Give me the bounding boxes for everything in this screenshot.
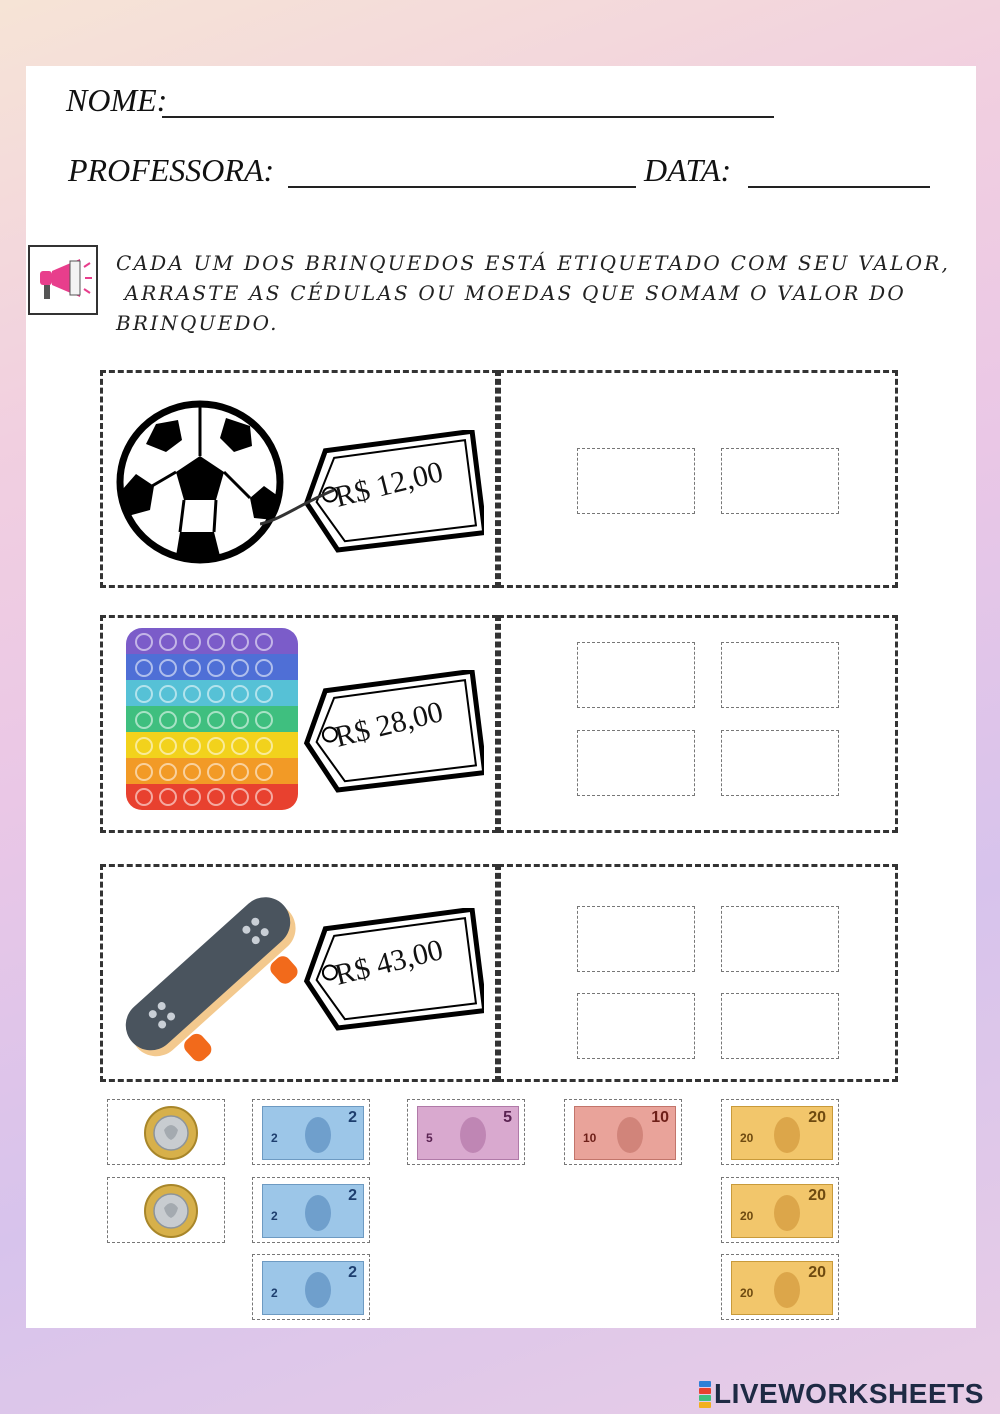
note-value: 2 bbox=[348, 1264, 357, 1281]
note-value: 2 bbox=[348, 1187, 357, 1204]
liveworksheets-brand bbox=[696, 1378, 984, 1410]
instruction-line-2: ARRASTE AS CÉDULAS OU MOEDAS QUE SOMAM O VALOR DO bbox=[116, 281, 906, 305]
nome-label: NOME: bbox=[66, 82, 168, 118]
price-label-soccer-ball: R$ 12,00 bbox=[331, 455, 447, 514]
note-20-reais-icon bbox=[731, 1261, 833, 1315]
price-tag-skateboard bbox=[302, 908, 482, 1023]
note-value: 2 bbox=[348, 1109, 357, 1126]
note-value: 20 bbox=[808, 1264, 826, 1281]
money-note-20-reais[interactable] bbox=[721, 1177, 839, 1243]
money-note-5-reais[interactable] bbox=[407, 1099, 525, 1165]
drop-slot[interactable] bbox=[721, 906, 839, 972]
price-label-pop-it: R$ 28,00 bbox=[331, 695, 447, 754]
skateboard-icon bbox=[112, 876, 308, 1081]
note-10-reais-icon bbox=[574, 1106, 676, 1160]
note-value-small: 10 bbox=[583, 1131, 597, 1145]
money-note-2-reais[interactable] bbox=[252, 1099, 370, 1165]
note-value: 20 bbox=[808, 1109, 826, 1126]
money-coin-1-real[interactable] bbox=[107, 1177, 225, 1243]
note-2-reais-icon bbox=[262, 1106, 364, 1160]
data-label: DATA: bbox=[644, 152, 732, 188]
note-value-small: 20 bbox=[740, 1209, 754, 1223]
drop-slot[interactable] bbox=[577, 448, 695, 514]
instruction-line-1: CADA UM DOS BRINQUEDOS ESTÁ ETIQUETADO COM SEU VALOR, bbox=[116, 251, 951, 275]
tag-string bbox=[260, 480, 340, 530]
note-value-small: 2 bbox=[271, 1209, 278, 1223]
money-note-2-reais[interactable] bbox=[252, 1254, 370, 1320]
drop-slot[interactable] bbox=[721, 993, 839, 1059]
note-2-reais-icon bbox=[262, 1261, 364, 1315]
soccer-ball-icon bbox=[116, 400, 284, 569]
money-note-2-reais[interactable] bbox=[252, 1177, 370, 1243]
pop-it-icon bbox=[126, 628, 298, 815]
money-coin-1-real[interactable] bbox=[107, 1099, 225, 1165]
megaphone-icon[interactable] bbox=[28, 245, 98, 315]
instruction-line-3: BRINQUEDO. bbox=[116, 311, 279, 335]
note-value: 20 bbox=[808, 1187, 826, 1204]
data-line[interactable] bbox=[748, 186, 930, 188]
note-value-small: 2 bbox=[271, 1131, 278, 1145]
instruction-text bbox=[116, 248, 956, 338]
professora-label: PROFESSORA: bbox=[68, 152, 275, 188]
price-label-skateboard: R$ 43,00 bbox=[331, 933, 447, 992]
money-note-10-reais[interactable] bbox=[564, 1099, 682, 1165]
note-20-reais-icon bbox=[731, 1106, 833, 1160]
drop-slot[interactable] bbox=[577, 993, 695, 1059]
note-2-reais-icon bbox=[262, 1184, 364, 1238]
note-value-small: 5 bbox=[426, 1131, 433, 1145]
drop-slot[interactable] bbox=[577, 642, 695, 708]
money-note-20-reais[interactable] bbox=[721, 1254, 839, 1320]
professora-line[interactable] bbox=[288, 186, 636, 188]
money-note-20-reais[interactable] bbox=[721, 1099, 839, 1165]
note-value-small: 20 bbox=[740, 1131, 754, 1145]
coin-1-real-icon bbox=[108, 1178, 222, 1240]
drop-slot[interactable] bbox=[577, 730, 695, 796]
price-tag-pop-it bbox=[302, 670, 482, 785]
note-value: 5 bbox=[503, 1109, 512, 1126]
brand-text: LIVEWORKSHEETS bbox=[714, 1378, 984, 1409]
note-5-reais-icon bbox=[417, 1106, 519, 1160]
drop-slot[interactable] bbox=[721, 642, 839, 708]
drop-slot[interactable] bbox=[721, 730, 839, 796]
coin-1-real-icon bbox=[108, 1100, 222, 1162]
note-value: 10 bbox=[651, 1109, 669, 1126]
note-value-small: 20 bbox=[740, 1286, 754, 1300]
drop-slot[interactable] bbox=[721, 448, 839, 514]
note-value-small: 2 bbox=[271, 1286, 278, 1300]
drop-slot[interactable] bbox=[577, 906, 695, 972]
note-20-reais-icon bbox=[731, 1184, 833, 1238]
nome-line[interactable] bbox=[162, 116, 774, 118]
